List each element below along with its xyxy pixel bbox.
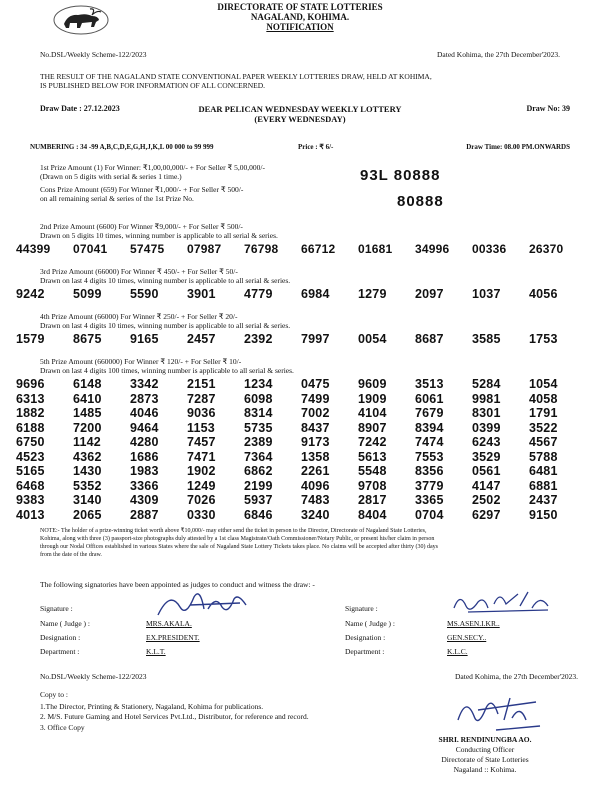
prize-number: 0054 xyxy=(358,332,387,346)
prize-number: 1234 xyxy=(244,377,273,391)
cons-prize-line-1: Cons Prize Amount (659) For Winner ₹1,000/- + For Seller ₹ 500/- xyxy=(40,185,244,194)
scheme-reference: No.DSL/Weekly Scheme-122/2023 xyxy=(40,50,147,59)
prize-number: 7364 xyxy=(244,449,273,464)
third-prize-line-1: 3rd Prize Amount (66000) For Winner ₹ 450/- + For Seller ₹ 50/- xyxy=(40,267,238,276)
prize-number: 2817 xyxy=(358,493,387,507)
prize-number: 9383 xyxy=(16,493,45,507)
prize-number: 9150 xyxy=(529,507,558,522)
prize-number: 2199 xyxy=(244,478,273,493)
prize-number: 26370 xyxy=(529,242,564,256)
prize-number: 9242 xyxy=(16,287,45,301)
prize-number: 5735 xyxy=(244,420,273,435)
prize-number: 8687 xyxy=(415,332,444,346)
conducting-officer-place: Nagaland :: Kohima. xyxy=(453,765,517,774)
prize-number: 7474 xyxy=(415,435,444,449)
fifth-prize-row xyxy=(16,421,586,435)
fifth-prize-line-1: 5th Prize Amount (660000) For Winner ₹ 120/- + For Seller ₹ 10/- xyxy=(40,357,242,366)
prize-number: 5099 xyxy=(73,287,102,301)
note-line-2: Kohima, along with three (3) passport-size photographs duly attested by a 1st class Magistrate/Oath Commissioner/Notary Public, or present his/her claim in person xyxy=(40,536,435,542)
fifth-prize-row xyxy=(16,435,586,449)
prize-number: 8301 xyxy=(472,406,501,420)
second-prize-numbers xyxy=(16,242,586,256)
note-line-3: through our Nodal Offices established in various States where the sale of Nagaland State Lottery Tickets takes place. No claims will be accepted after thirty (30) days xyxy=(40,544,438,550)
right-department-label: Department : xyxy=(345,647,385,656)
prize-number: 6061 xyxy=(415,391,444,406)
first-prize-line-1: 1st Prize Amount (1) For Winner: ₹1,00,00,000/- + For Seller ₹ 5,00,000/- xyxy=(40,163,265,172)
copy-item-1: 1.The Director, Printing & Stationery, Nagaland, Kohima for publications. xyxy=(40,702,264,711)
fifth-prize-row xyxy=(16,377,586,391)
note-line-1: NOTE:- The holder of a prize-winning ticket worth above ₹10,000/- may either send the ticket in person to the Director, Directorate of Nagaland State Lotteries, xyxy=(40,528,427,534)
prize-number: 44399 xyxy=(16,242,51,256)
second-prize-line-1: 2nd Prize Amount (6600) For Winner ₹9,000/- + For Seller ₹ 500/- xyxy=(40,222,243,231)
footer-scheme-reference: No.DSL/Weekly Scheme-122/2023 xyxy=(40,672,147,681)
prize-number: 3513 xyxy=(415,377,444,391)
fourth-prize-line-2: Drawn on last 4 digits 10 times, winning number is applicable to all serial & series. xyxy=(40,321,291,330)
first-prize-number: 93L 80888 xyxy=(360,167,441,184)
prize-number: 01681 xyxy=(358,242,393,256)
prize-number: 0330 xyxy=(187,507,216,522)
numbering-info: NUMBERING : 34 -99 A,B,C,D,E,G,H,J,K,L 00 000 to 99 999 xyxy=(30,143,214,151)
prize-number: 5284 xyxy=(472,377,501,391)
prize-number: 3365 xyxy=(415,493,444,507)
prize-number: 2151 xyxy=(187,377,216,391)
intro-line-2: IS PUBLISHED BELOW FOR INFORMATION OF ALL CONCERNED. xyxy=(40,81,266,90)
prize-number: 9981 xyxy=(472,391,501,406)
prize-number: 6846 xyxy=(244,507,273,522)
location-title: NAGALAND, KOHIMA. xyxy=(250,12,350,22)
prize-number: 00336 xyxy=(472,242,507,256)
fifth-prize-row xyxy=(16,493,586,507)
prize-number: 9036 xyxy=(187,406,216,420)
prize-number: 1686 xyxy=(130,449,159,464)
conducting-officer-department: Directorate of State Lotteries xyxy=(441,755,529,764)
fourth-prize-numbers xyxy=(16,332,586,346)
prize-number: 4147 xyxy=(472,478,501,493)
prize-number: 8437 xyxy=(301,420,330,435)
prize-number: 6410 xyxy=(73,391,102,406)
prize-number: 4309 xyxy=(130,493,159,507)
prize-number: 4058 xyxy=(529,391,558,406)
prize-number: 9708 xyxy=(358,478,387,493)
prize-number: 1249 xyxy=(187,478,216,493)
prize-number: 5590 xyxy=(130,287,159,301)
left-judge-designation: EX.PRESIDENT. xyxy=(146,633,200,642)
third-prize-line-2: Drawn on last 4 digits 10 times, winning number is applicable to all serial & series. xyxy=(40,276,291,285)
lottery-name: DEAR PELICAN WEDNESDAY WEEKLY LOTTERY xyxy=(198,104,402,114)
directorate-title: DIRECTORATE OF STATE LOTTERIES xyxy=(217,2,383,12)
prize-number: 6750 xyxy=(16,435,45,449)
draw-number: Draw No: 39 xyxy=(526,104,570,113)
prize-number: 7457 xyxy=(187,435,216,449)
prize-number: 4779 xyxy=(244,287,273,301)
right-judge-name: MS.ASEN.I.KR.. xyxy=(447,619,500,628)
fifth-prize-line-2: Drawn on last 4 digits 100 times, winning number is applicable to all serial & series. xyxy=(40,366,294,375)
prize-number: 1882 xyxy=(16,406,45,420)
prize-number: 7483 xyxy=(301,493,330,507)
right-name-label: Name ( Judge ) : xyxy=(345,619,395,628)
conducting-officer-name: SHRI. RENDINUNGBA AO. xyxy=(438,735,532,744)
prize-number: 3779 xyxy=(415,478,444,493)
prize-number: 9696 xyxy=(16,377,45,391)
prize-number: 2437 xyxy=(529,493,558,507)
prize-number: 6881 xyxy=(529,478,558,493)
prize-number: 6481 xyxy=(529,464,558,478)
prize-number: 2457 xyxy=(187,332,216,346)
second-prize-line-2: Drawn on 5 digits 10 times, winning number is applicable to all serial & series. xyxy=(40,231,278,240)
prize-number: 3240 xyxy=(301,507,330,522)
prize-number: 6468 xyxy=(16,478,45,493)
prize-number: 3522 xyxy=(529,420,558,435)
left-judge-department: K.L.T. xyxy=(146,647,166,656)
prize-number: 7026 xyxy=(187,493,216,507)
prize-number: 1485 xyxy=(73,406,102,420)
prize-number: 6862 xyxy=(244,464,273,478)
prize-number: 7499 xyxy=(301,391,330,406)
prize-number: 9165 xyxy=(130,332,159,346)
third-prize-numbers xyxy=(16,287,586,301)
prize-number: 3585 xyxy=(472,332,501,346)
conducting-officer-title: Conducting Officer xyxy=(455,745,515,754)
prize-number: 1430 xyxy=(73,464,102,478)
prize-number: 4567 xyxy=(529,435,558,449)
prize-number: 1902 xyxy=(187,464,216,478)
prize-number: 1753 xyxy=(529,332,558,346)
note-line-4: from the date of the draw. xyxy=(40,552,102,558)
first-prize-line-2: (Drawn on 5 digits with serial & series 1 time.) xyxy=(40,172,182,181)
right-judge-designation: GEN.SECY.. xyxy=(447,633,487,642)
prize-number: 1358 xyxy=(301,449,330,464)
draw-time: Draw Time: 08.00 PM.ONWARDS xyxy=(466,143,570,151)
prize-number: 7242 xyxy=(358,435,387,449)
prize-number: 3529 xyxy=(472,449,501,464)
prize-number: 5352 xyxy=(73,478,102,493)
fourth-prize-line-1: 4th Prize Amount (66000) For Winner ₹ 250/- + For Seller ₹ 20/- xyxy=(40,312,238,321)
prize-number: 2097 xyxy=(415,287,444,301)
prize-number: 76798 xyxy=(244,242,279,256)
prize-number: 1142 xyxy=(73,435,101,449)
fifth-prize-row xyxy=(16,450,586,464)
prize-number: 4523 xyxy=(16,449,45,464)
prize-number: 7200 xyxy=(73,420,102,435)
ticket-price: Price : ₹ 6/- xyxy=(298,143,334,151)
prize-number: 7471 xyxy=(187,449,216,464)
prize-number: 0561 xyxy=(472,464,501,478)
prize-number: 5165 xyxy=(16,464,45,478)
draw-date: Draw Date : 27.12.2023 xyxy=(40,104,120,113)
cons-prize-number: 80888 xyxy=(397,193,444,210)
handwritten-signature-icon xyxy=(448,584,558,620)
prize-number: 2392 xyxy=(244,332,273,346)
prize-number: 3140 xyxy=(73,493,102,507)
left-department-label: Department : xyxy=(40,647,80,656)
prize-number: 3366 xyxy=(130,478,159,493)
notification-title: NOTIFICATION xyxy=(266,22,334,32)
footer-dated-line: Dated Kohima, the 27th December'2023. xyxy=(455,672,578,681)
prize-number: 1579 xyxy=(16,332,45,346)
prize-number: 7287 xyxy=(187,391,216,406)
prize-number: 1909 xyxy=(358,391,387,406)
left-designation-label: Designation : xyxy=(40,633,81,642)
prize-number: 8404 xyxy=(358,507,387,522)
prize-number: 6243 xyxy=(472,435,501,449)
copy-to-label: Copy to : xyxy=(40,690,68,699)
prize-number: 8675 xyxy=(73,332,102,346)
prize-number: 4104 xyxy=(358,406,387,420)
judges-intro: The following signatories have been appointed as judges to conduct and witness the draw: - xyxy=(40,580,315,589)
prize-number: 1791 xyxy=(529,406,558,420)
fifth-prize-row xyxy=(16,479,586,493)
prize-number: 2502 xyxy=(472,493,501,507)
prize-number: 2887 xyxy=(130,507,159,522)
prize-number: 2873 xyxy=(130,391,159,406)
prize-number: 5548 xyxy=(358,464,387,478)
prize-number: 7553 xyxy=(415,449,444,464)
prize-number: 9464 xyxy=(130,420,159,435)
left-name-label: Name ( Judge ) : xyxy=(40,619,90,628)
prize-number: 5788 xyxy=(529,449,558,464)
prize-number: 6984 xyxy=(301,287,330,301)
prize-number: 6188 xyxy=(16,420,45,435)
cons-prize-line-2: on all remaining serial & series of the 1st Prize No. xyxy=(40,194,194,203)
prize-number: 57475 xyxy=(130,242,165,256)
prize-number: 4280 xyxy=(130,435,159,449)
prize-number: 4096 xyxy=(301,478,330,493)
prize-number: 1279 xyxy=(358,287,387,301)
prize-number: 2389 xyxy=(244,435,273,449)
prize-number: 5613 xyxy=(358,449,387,464)
copy-item-2: 2. M/S. Future Gaming and Hotel Services Pvt.Ltd., Distributor, for reference and record. xyxy=(40,712,309,721)
prize-number: 1054 xyxy=(529,377,558,391)
prize-number: 4013 xyxy=(16,507,45,522)
prize-number: 9609 xyxy=(358,377,387,391)
prize-number: 6297 xyxy=(472,507,501,522)
prize-number: 3901 xyxy=(187,287,216,301)
prize-number: 0475 xyxy=(301,377,330,391)
prize-number: 34996 xyxy=(415,242,450,256)
prize-number: 4362 xyxy=(73,449,102,464)
prize-number: 0399 xyxy=(472,420,501,435)
right-judge-department: K.L.C. xyxy=(447,647,468,656)
prize-number: 8356 xyxy=(415,464,444,478)
right-signature-label: Signature : xyxy=(345,604,378,613)
lottery-frequency: (EVERY WEDNESDAY) xyxy=(254,114,346,124)
prize-number: 2261 xyxy=(301,464,330,478)
prize-number: 8394 xyxy=(415,420,444,435)
prize-number: 4046 xyxy=(130,406,159,420)
prize-number: 3342 xyxy=(130,377,159,391)
prize-number: 5937 xyxy=(244,493,273,507)
prize-number: 7997 xyxy=(301,332,330,346)
fifth-prize-row xyxy=(16,392,586,406)
left-signature-label: Signature : xyxy=(40,604,73,613)
fifth-prize-row xyxy=(16,406,586,420)
prize-number: 1153 xyxy=(187,420,215,435)
prize-number: 07987 xyxy=(187,242,222,256)
prize-number: 6148 xyxy=(73,377,102,391)
prize-number: 9173 xyxy=(301,435,330,449)
prize-number: 8907 xyxy=(358,420,387,435)
prize-number: 07041 xyxy=(73,242,108,256)
prize-number: 8314 xyxy=(244,406,273,420)
handwritten-signature-icon xyxy=(448,690,548,738)
left-judge-name: MRS.AKALA. xyxy=(146,619,192,628)
prize-number: 4056 xyxy=(529,287,558,301)
prize-number: 1983 xyxy=(130,464,159,478)
prize-number: 66712 xyxy=(301,242,336,256)
prize-number: 7679 xyxy=(415,406,444,420)
prize-number: 1037 xyxy=(472,287,501,301)
prize-number: 6098 xyxy=(244,391,273,406)
copy-item-3: 3. Office Copy xyxy=(40,723,85,732)
prize-number: 0704 xyxy=(415,507,444,522)
right-designation-label: Designation : xyxy=(345,633,386,642)
dated-line: Dated Kohima, the 27th December'2023. xyxy=(437,50,560,59)
prize-number: 6313 xyxy=(16,391,45,406)
fifth-prize-row xyxy=(16,508,586,522)
prize-number: 7002 xyxy=(301,406,330,420)
handwritten-signature-icon xyxy=(150,585,260,625)
fifth-prize-row xyxy=(16,464,586,478)
prize-number: 2065 xyxy=(73,507,102,522)
intro-line-1: THE RESULT OF THE NAGALAND STATE CONVENTIONAL PAPER WEEKLY LOTTERIES DRAW, HELD AT KOHIMA, xyxy=(40,72,432,81)
